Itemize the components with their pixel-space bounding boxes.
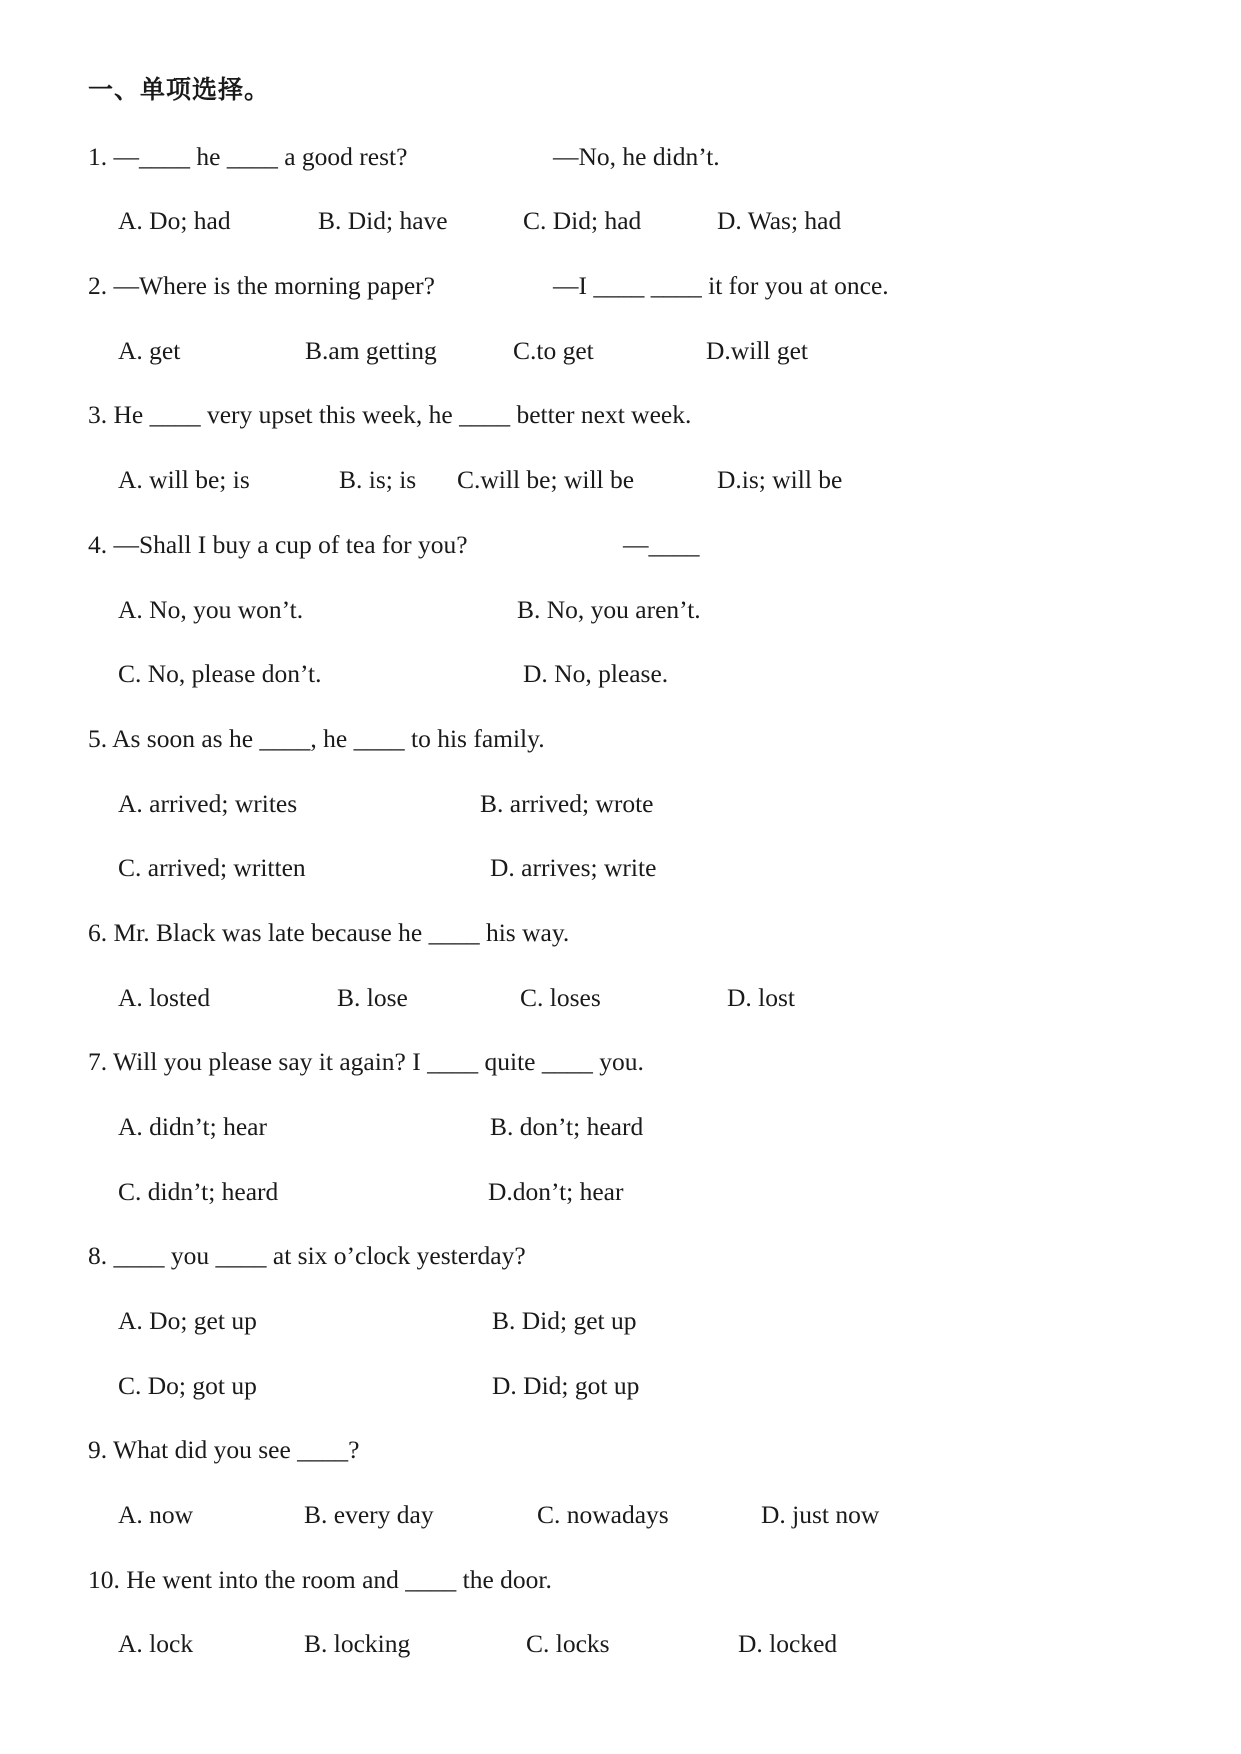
option-b: B.am getting [305,336,437,365]
option-a: A. didn’t; hear [118,1112,267,1141]
option-c: C. locks [526,1629,610,1658]
option-d: D. Was; had [717,206,842,235]
option-d: D.will get [706,336,808,365]
question-7-stem: 7. Will you please say it again? I ____ quite ____ you. [88,1047,644,1076]
option-c: C. No, please don’t. [118,659,322,688]
question-2-reply: —I ____ ____ it for you at once. [553,271,889,300]
section-title: 一、单项选择。 [88,75,271,104]
option-d: D.is; will be [717,465,843,494]
question-4-reply: —____ [623,530,700,559]
option-a: A. Do; get up [118,1306,257,1335]
question-3-stem: 3. He ____ very upset this week, he ____ better next week. [88,400,692,429]
option-b: B. Did; get up [492,1306,637,1335]
option-b: B. every day [304,1500,434,1529]
option-a: A. get [118,336,181,365]
question-10-stem: 10. He went into the room and ____ the door. [88,1565,552,1594]
option-a: A. Do; had [118,206,231,235]
question-8-stem: 8. ____ you ____ at six o’clock yesterday? [88,1241,526,1270]
option-b: B. don’t; heard [490,1112,644,1141]
option-c: C. Do; got up [118,1371,257,1400]
option-d: D. arrives; write [490,853,657,882]
option-c: C. Did; had [523,206,642,235]
option-d: D. locked [738,1629,838,1658]
option-b: B. is; is [339,465,417,494]
option-d: D. Did; got up [492,1371,640,1400]
question-1-stem [88,140,407,174]
option-c: C. nowadays [537,1500,669,1529]
option-a: A. lock [118,1629,194,1658]
option-d: D. just now [761,1500,880,1529]
option-b: B. No, you aren’t. [517,595,701,624]
option-d: D. No, please. [523,659,669,688]
option-c: C.will be; will be [457,465,635,494]
option-b: B. lose [337,983,408,1012]
option-b: B. arrived; wrote [480,789,654,818]
question-4-stem: 4. —Shall I buy a cup of tea for you? [88,530,468,559]
option-c: C.to get [513,336,594,365]
question-1-reply: —No, he didn’t. [553,142,720,171]
option-a: A. losted [118,983,211,1012]
option-b: B. Did; have [318,206,448,235]
option-c: C. loses [520,983,601,1012]
option-a: A. No, you won’t. [118,595,304,624]
option-a: A. now [118,1500,194,1529]
question-2-stem: 2. —Where is the morning paper? [88,271,435,300]
option-b: B. locking [304,1629,411,1658]
question-stem: 1. —____ he ____ a good rest? [88,142,408,171]
option-c: C. didn’t; heard [118,1177,279,1206]
option-d: D.don’t; hear [488,1177,624,1206]
question-5-stem: 5. As soon as he ____, he ____ to his family. [88,724,545,753]
option-c: C. arrived; written [118,853,306,882]
question-9-stem: 9. What did you see ____? [88,1435,360,1464]
option-a: A. arrived; writes [118,789,298,818]
question-6-stem: 6. Mr. Black was late because he ____ his way. [88,918,570,947]
option-d: D. lost [727,983,796,1012]
option-a: A. will be; is [118,465,250,494]
